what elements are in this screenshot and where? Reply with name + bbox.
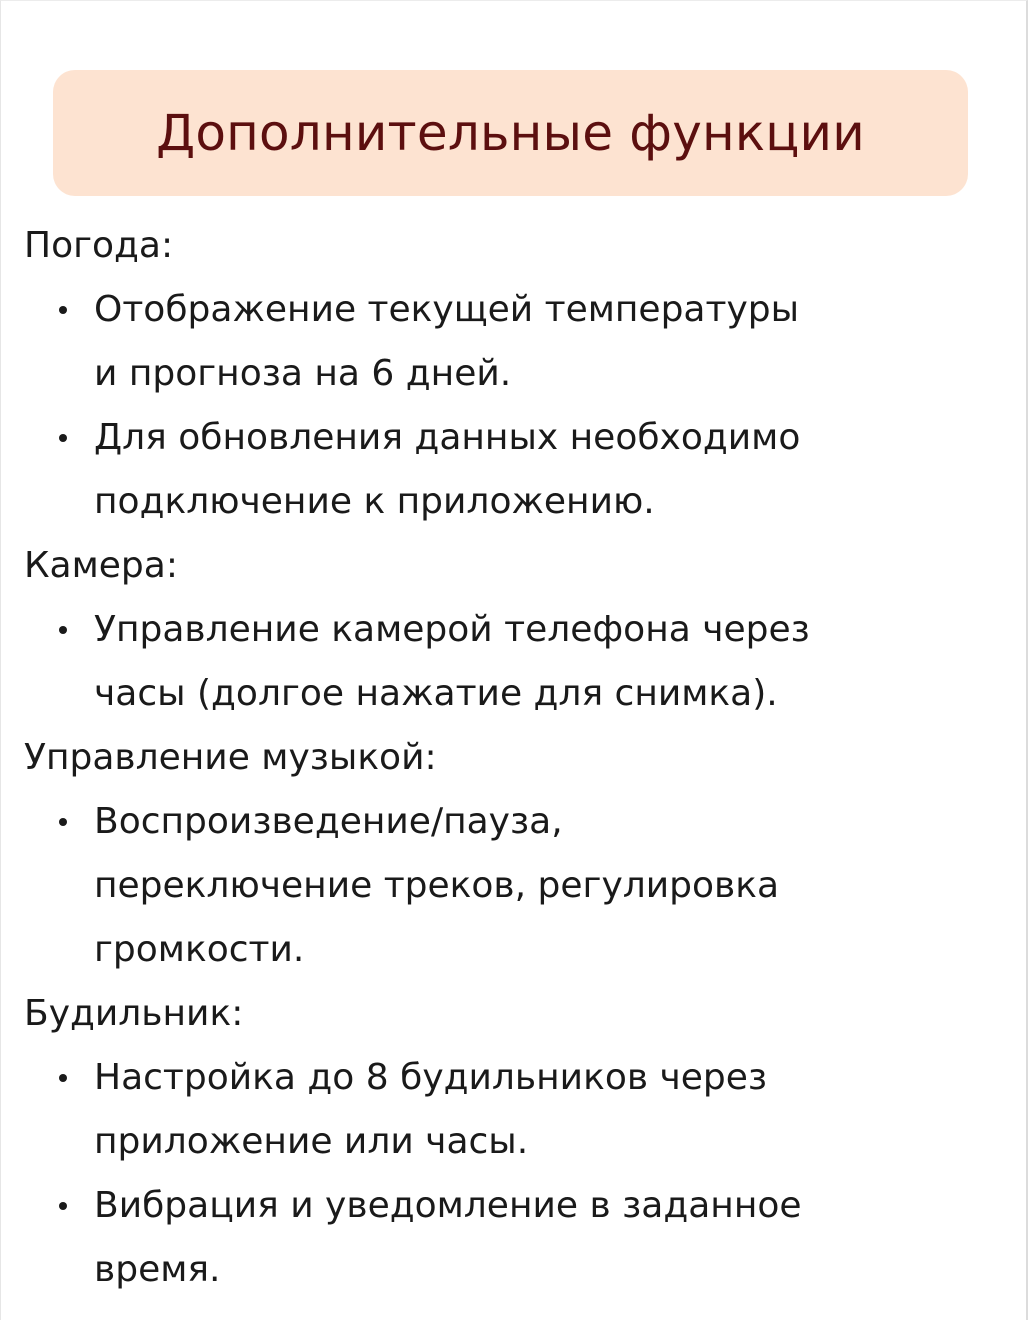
- item-line: Для обновления данных необходимо: [94, 417, 801, 458]
- bullet-icon: [59, 626, 67, 634]
- section-camera: [24, 534, 999, 726]
- section-alarm: [24, 982, 999, 1302]
- item-line: громкости.: [94, 929, 305, 970]
- item-line: и прогноза на 6 дней.: [94, 353, 512, 394]
- bullet-icon: [59, 306, 67, 314]
- item-line: Воспроизведение/пауза,: [94, 801, 563, 842]
- bullet-icon: [59, 1202, 67, 1210]
- item-line: Отображение текущей температуры: [94, 289, 800, 330]
- item-line: переключение треков, регулировка: [94, 865, 780, 906]
- section-title: Управление музыкой:: [24, 737, 437, 778]
- section-title: Камера:: [24, 545, 178, 586]
- section-title: Будильник:: [24, 993, 244, 1034]
- bullet-icon: [59, 434, 67, 442]
- section-title: Погода:: [24, 225, 174, 266]
- list-item: [24, 1046, 999, 1174]
- page-title: Дополнительные функции: [156, 104, 865, 162]
- item-line: приложение или часы.: [94, 1121, 529, 1162]
- bullet-icon: [59, 818, 67, 826]
- list-item: [24, 278, 999, 406]
- bullet-list: [24, 1046, 999, 1302]
- list-item: [24, 1174, 999, 1302]
- item-line: Настройка до 8 будильников через: [94, 1057, 768, 1098]
- item-line: часы (долгое нажатие для снимка).: [94, 673, 778, 714]
- bullet-list: [24, 278, 999, 534]
- section-weather: [24, 214, 999, 534]
- bullet-icon: [59, 1074, 67, 1082]
- section-music: [24, 726, 999, 982]
- item-line: подключение к приложению.: [94, 481, 655, 522]
- item-line: Вибрация и уведомление в заданное: [94, 1185, 802, 1226]
- list-item: [24, 598, 999, 726]
- feature-list: [24, 214, 999, 1302]
- bullet-list: [24, 790, 999, 982]
- item-line: Управление камерой телефона через: [94, 609, 810, 650]
- header-banner: [53, 70, 968, 196]
- list-item: [24, 406, 999, 534]
- item-line: время.: [94, 1249, 221, 1290]
- bullet-list: [24, 598, 999, 726]
- list-item: [24, 790, 999, 982]
